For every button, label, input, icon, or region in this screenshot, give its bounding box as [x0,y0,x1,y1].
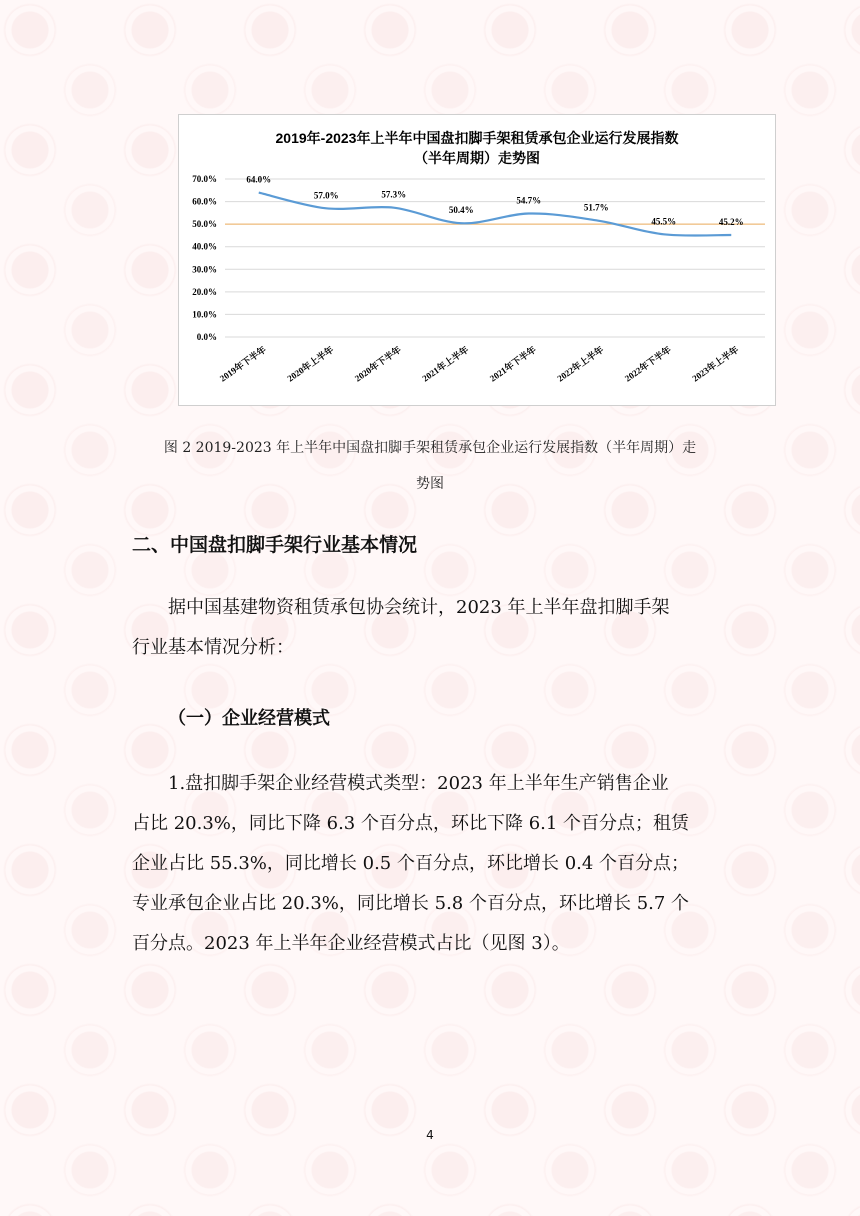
chart-svg [179,115,775,405]
x-tick-label: 2021年下半年 [487,344,538,384]
y-tick-label: 60.0% [192,196,217,207]
section-heading: 二、中国盘扣脚手架行业基本情况 [132,534,418,556]
body-line-2: 占比 20.3%，同比下降 6.3 个百分点，环比下降 6.1 个百分点；租赁 [132,813,690,834]
page-number: 4 [426,1128,434,1142]
intro-paragraph-line2: 行业基本情况分析： [132,637,294,658]
body-line-3: 企业占比 55.3%，同比增长 0.5 个百分点，环比增长 0.4 个百分点； [132,853,690,874]
body-line-1: 1.盘扣脚手架企业经营模式类型：2023 年上半年生产销售企业 [168,773,669,794]
data-label: 64.0% [246,174,272,185]
y-tick-label: 40.0% [192,241,217,252]
figure-caption-line1: 图 2 2019-2023 年上半年中国盘扣脚手架租赁承包企业运行发展指数（半年周期）走 [163,440,697,456]
x-tick-label: 2022年下半年 [622,344,673,384]
data-label: 50.4% [448,205,474,216]
x-tick-label: 2021年上半年 [420,344,471,384]
y-tick-label: 70.0% [192,174,217,184]
x-tick-label: 2020年下半年 [352,344,403,384]
body-line-5: 百分点。2023 年上半年企业经营模式占比（见图 3）。 [132,933,570,954]
data-label: 54.7% [516,195,542,206]
data-label: 51.7% [583,202,609,213]
chart-title-line2: （半年周期）走势图 [414,150,540,166]
x-tick-label: 2022年上半年 [555,344,606,384]
figure-caption-line2: 势图 [416,476,444,492]
y-tick-label: 30.0% [192,264,217,275]
y-tick-label: 50.0% [192,219,217,230]
x-tick-label: 2023年上半年 [690,344,741,384]
chart-title-line1: 2019年-2023年上半年中国盘扣脚手架租赁承包企业运行发展指数 [275,130,679,146]
data-label: 45.2% [718,216,744,227]
intro-paragraph-line1: 据中国基建物资租赁承包协会统计，2023 年上半年盘扣脚手架 [168,597,670,618]
data-label: 57.0% [313,190,339,201]
subsection-heading: （一）企业经营模式 [168,708,330,729]
x-tick-label: 2020年上半年 [285,344,336,384]
x-tick-label: 2019年下半年 [217,344,268,384]
data-label: 57.3% [381,189,407,200]
y-tick-label: 20.0% [192,286,217,297]
y-tick-label: 10.0% [192,309,217,320]
y-tick-label: 0.0% [196,332,217,342]
index-trend-chart [178,114,776,406]
data-label: 45.5% [651,216,677,227]
body-line-4: 专业承包企业占比 20.3%，同比增长 5.8 个百分点，环比增长 5.7 个 [132,893,690,914]
